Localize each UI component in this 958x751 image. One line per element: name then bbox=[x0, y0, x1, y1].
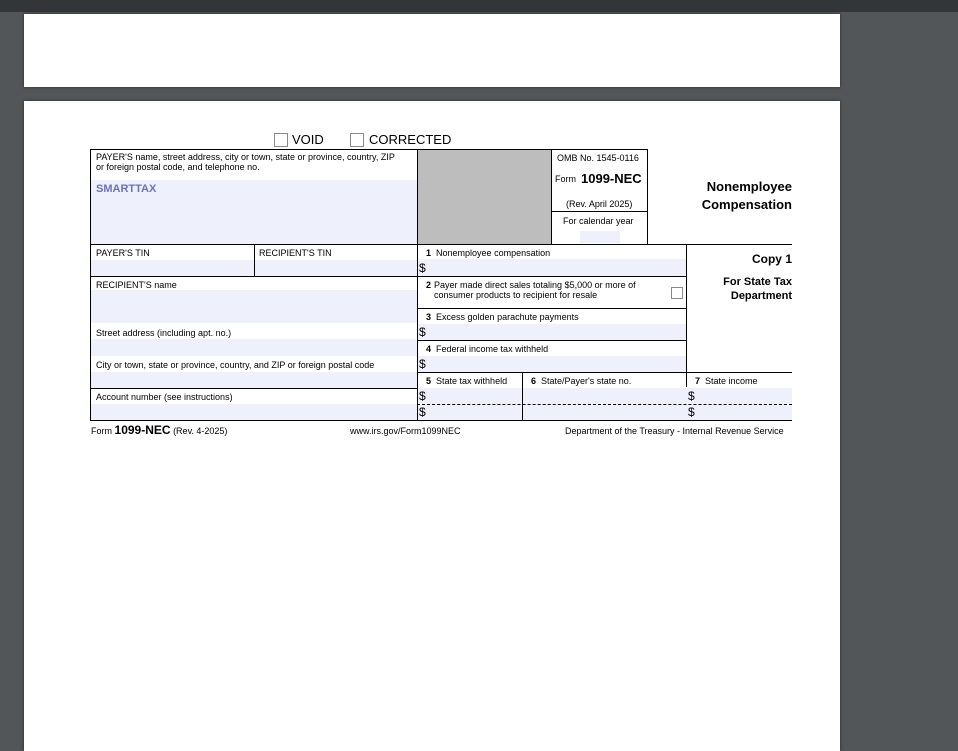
viewer-toolbar bbox=[0, 0, 958, 12]
pdf-page-previous bbox=[24, 14, 840, 87]
footer-department: Department of the Treasury - Internal Revenue Service bbox=[565, 426, 784, 436]
city-field[interactable] bbox=[91, 372, 417, 389]
box4-field[interactable] bbox=[418, 356, 686, 373]
box6-label: 6 State/Payer's state no. bbox=[531, 376, 632, 386]
pdf-page-form bbox=[24, 101, 840, 751]
form-number: 1099-NEC bbox=[581, 171, 642, 186]
box1-label: 1 Nonemployee compensation bbox=[426, 248, 551, 258]
void-checkbox[interactable] bbox=[274, 133, 288, 147]
payer-name-value: SMARTTAX bbox=[96, 183, 157, 195]
gray-reserved-box bbox=[418, 150, 552, 244]
box1-field[interactable] bbox=[418, 259, 686, 276]
account-number-field[interactable] bbox=[91, 404, 417, 420]
payer-tin-label: PAYER'S TIN bbox=[96, 248, 150, 258]
box1-dollar: $ bbox=[419, 261, 426, 275]
payer-tin-field[interactable] bbox=[91, 260, 254, 277]
street-address-field[interactable] bbox=[91, 339, 417, 356]
box4-label: 4 Federal income tax withheld bbox=[426, 344, 549, 354]
copy-label: Copy 1 bbox=[751, 252, 792, 266]
box3-dollar: $ bbox=[419, 325, 426, 339]
recipient-name-label: RECIPIENT'S name bbox=[96, 280, 177, 290]
street-address-label: Street address (including apt. no.) bbox=[96, 328, 232, 338]
copy-for-line1: For State Tax bbox=[723, 276, 792, 288]
calendar-year-field[interactable] bbox=[580, 231, 620, 243]
box4-dollar: $ bbox=[419, 357, 426, 371]
footer-form-id: Form 1099-NEC (Rev. 4-2025) bbox=[91, 423, 228, 437]
form-title-line1: Nonemployee bbox=[706, 179, 792, 194]
corrected-label: CORRECTED bbox=[369, 132, 452, 147]
box5-dollar-1: $ bbox=[419, 389, 426, 403]
box7-label: 7 State income bbox=[695, 376, 758, 386]
form-title-line2: Compensation bbox=[701, 197, 792, 212]
payer-header-label: PAYER'S name, street address, city or town, state or province, country, ZIP or foreign postal code, and telephone no. bbox=[96, 152, 395, 172]
corrected-checkbox[interactable] bbox=[350, 133, 364, 147]
box2-checkbox[interactable] bbox=[671, 287, 683, 299]
void-label: VOID bbox=[292, 132, 324, 147]
city-label: City or town, state or province, country, and ZIP or foreign postal code bbox=[96, 360, 375, 370]
copy-for-line2: Department bbox=[730, 290, 792, 302]
box3-label: 3 Excess golden parachute payments bbox=[426, 312, 579, 322]
account-number-label: Account number (see instructions) bbox=[96, 392, 233, 402]
box2-number: 2 bbox=[426, 280, 432, 290]
box5-dollar-2: $ bbox=[419, 405, 426, 419]
box5-label: 5 State tax withheld bbox=[426, 376, 508, 386]
recipient-name-field[interactable] bbox=[91, 290, 417, 323]
omb-number: OMB No. 1545-0116 bbox=[557, 153, 639, 163]
form-prefix: Form bbox=[555, 174, 576, 184]
footer-url[interactable]: www.irs.gov/Form1099NEC bbox=[350, 426, 461, 436]
box3-field[interactable] bbox=[418, 324, 686, 341]
form-revision: (Rev. April 2025) bbox=[566, 199, 633, 209]
box7-dollar-1: $ bbox=[688, 389, 695, 403]
box7-dollar-2: $ bbox=[688, 405, 695, 419]
calendar-year-label: For calendar year bbox=[563, 216, 634, 226]
recipient-tin-field[interactable] bbox=[255, 260, 417, 277]
box2-label: Payer made direct sales totaling $5,000 or more of consumer products to recipient for resale bbox=[434, 280, 636, 300]
recipient-tin-label: RECIPIENT'S TIN bbox=[259, 248, 332, 258]
